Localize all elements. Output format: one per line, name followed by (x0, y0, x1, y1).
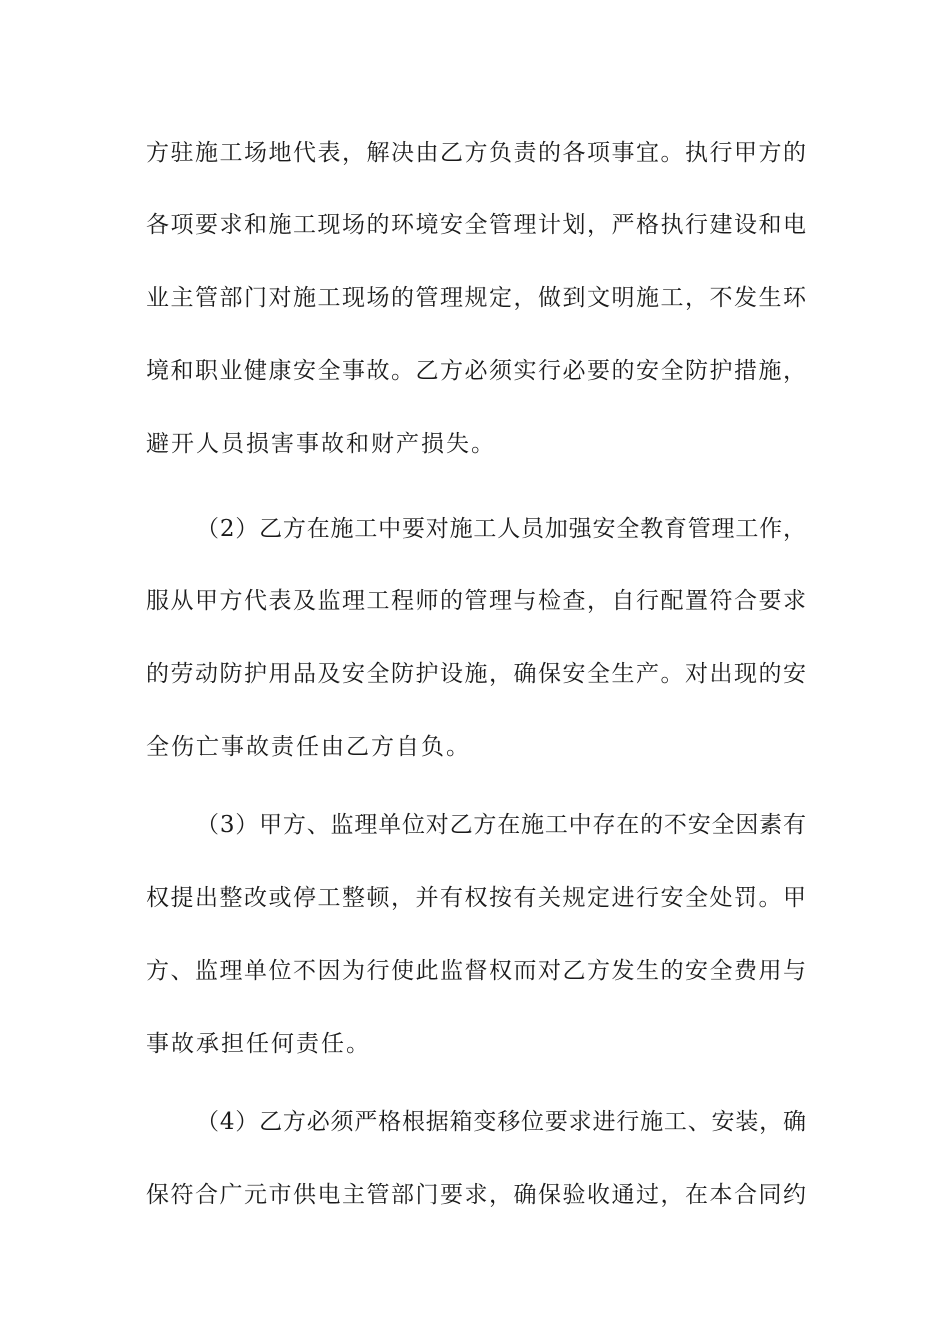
paragraph-line: （3）甲方、监理单位对乙方在施工中存在的不安全因素有 (196, 812, 806, 838)
paragraph-line: 服从甲方代表及监理工程师的管理与检查，自行配置符合要求 (146, 588, 806, 614)
paragraph-line: 各项要求和施工现场的环境安全管理计划，严格执行建设和电 (146, 212, 806, 238)
paragraph-line: 避开人员损害事故和财产损失。 (146, 431, 496, 457)
paragraph-line: 权提出整改或停工整顿，并有权按有关规定进行安全处罚。甲 (146, 885, 806, 911)
paragraph-line: （4）乙方必须严格根据箱变移位要求进行施工、安装，确 (196, 1109, 806, 1135)
paragraph-line: 的劳动防护用品及安全防护设施，确保安全生产。对出现的安 (146, 661, 806, 687)
paragraph-line: 方驻施工场地代表，解决由乙方负责的各项事宜。执行甲方的 (146, 140, 806, 166)
paragraph-line: 全伤亡事故责任由乙方自负。 (146, 734, 471, 760)
paragraph-line: 事故承担任何责任。 (146, 1031, 371, 1057)
paragraph-line: 业主管部门对施工现场的管理规定，做到文明施工，不发生环 (146, 285, 806, 311)
paragraph-line: 方、监理单位不因为行使此监督权而对乙方发生的安全费用与 (146, 958, 806, 984)
paragraph-line: 境和职业健康安全事故。乙方必须实行必要的安全防护措施， (146, 358, 806, 384)
paragraph-line: 保符合广元市供电主管部门要求，确保验收通过，在本合同约 (146, 1182, 806, 1208)
paragraph-line: （2）乙方在施工中要对施工人员加强安全教育管理工作， (196, 516, 806, 542)
